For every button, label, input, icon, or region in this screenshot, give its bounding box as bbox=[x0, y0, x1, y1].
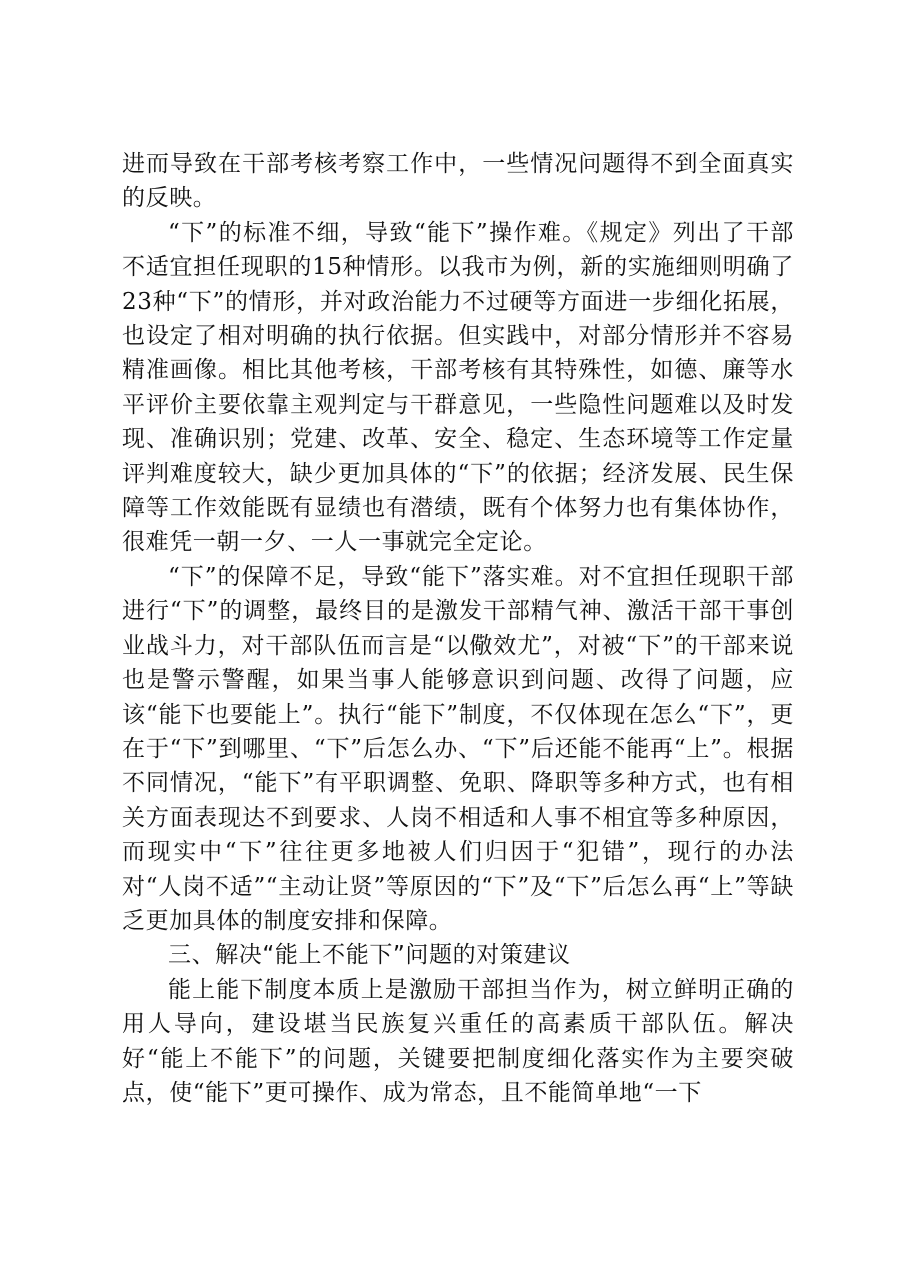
paragraph-continuation: 进而导致在干部考核考察工作中，一些情况问题得不到全面真实的反映。 bbox=[122, 151, 794, 212]
paragraph-standards: “下”的标准不细，导致“能下”操作难。《规定》列出了干部不适宜担任现职的15种情形。以我市为例，新的实施细则明确了23种“下”的情形，并对政治能力不过硬等方面进一步细化拓展，也设定了相对明确的执行依据。但实践中，对部分情形并不容易精准画像。相比其他考核，干部考核有其特殊性，如德、廉等水平评价主要依靠主观判定与干群意见，一些隐性问题难以及时发现、准确识别；党建、改革、安全、稳定、生态环境等工作定量评判难度较大，缺少更加具体的“下”的依据；经济发展、民生保障等工作效能既有显绩也有潜绩，既有个体努力也有集体协作，很难凭一朝一夕、一人一事就完全定论。 bbox=[122, 219, 794, 556]
document-body bbox=[122, 147, 794, 1110]
paragraph-recommendations: 能上能下制度本质上是激励干部担当作为，树立鲜明正确的用人导向，建设堪当民族复兴重任的高素质干部队伍。解决好“能上不能下”的问题，关键要把制度细化落实作为主要突破点，使“能下”更可操作、成为常态，且不能简单地“一下 bbox=[122, 976, 794, 1106]
paragraph-safeguards: “下”的保障不足，导致“能下”落实难。对不宜担任现职干部进行“下”的调整，最终目的是激发干部精气神、激活干部干事创业战斗力，对干部队伍而言是“以儆效尤”，对被“下”的干部来说也是警示警醒，如果当事人能够意识到问题、改得了问题，应该“能下也要能上”。执行“能下”制度，不仅体现在怎么“下”，更在于“下”到哪里、“下”后怎么办、“下”后还能不能再“上”。根据不同情况，“能下”有平职调整、免职、降职等多种方式，也有相关方面表现达不到要求、人岗不相适和人事不相宜等多种原因，而现实中“下”往往更多地被人们归因于“犯错”，现行的办法对“人岗不适”“主动让贤”等原因的“下”及“下”后怎么再“上”等缺乏更加具体的制度安排和保障。 bbox=[122, 563, 794, 934]
section-heading: 三、解决“能上不能下”问题的对策建议 bbox=[168, 942, 571, 969]
